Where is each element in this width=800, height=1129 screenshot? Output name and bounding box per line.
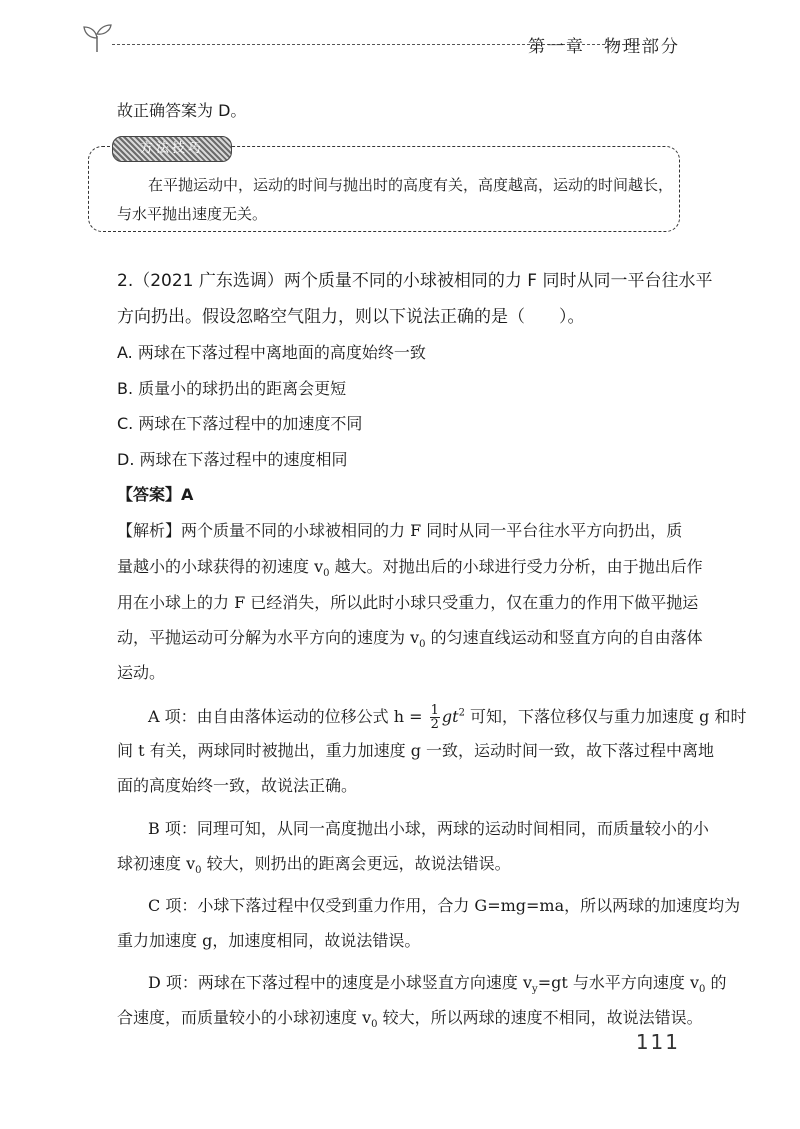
- subscript: 0: [699, 984, 706, 996]
- question-line-1: 2.（2021 广东选调）两个质量不同的小球被相同的力 F 同时从同一平台往水平: [117, 271, 713, 291]
- subscript: 0: [419, 639, 426, 651]
- fraction-one-half: [430, 704, 440, 731]
- page-number: 111: [635, 1030, 680, 1054]
- tip-text-line-1: 在平抛运动中，运动的时间与抛出时的高度有关，高度越高，运动的时间越长，: [148, 176, 674, 194]
- subscript: 0: [323, 568, 330, 580]
- analysis-line-4: [117, 627, 703, 649]
- fraction-denominator: 2: [430, 717, 439, 732]
- item-d-text: 的: [705, 973, 727, 992]
- item-d-text: 较大，所以两球的速度不相同，故说法错误。: [377, 1008, 703, 1027]
- analysis-text: 的匀速直线运动和竖直方向的自由落体: [425, 628, 703, 647]
- item-d-line-2: [117, 1007, 703, 1029]
- item-a-text: 可知，下落位移仅与重力加速度 g 和时: [464, 707, 747, 726]
- question-line-2: 方向扔出。假设忽略空气阻力，则以下说法正确的是（ ）。: [117, 307, 585, 327]
- option-b: B. 质量小的球扔出的距离会更短: [117, 379, 347, 398]
- tip-badge: 方法技巧: [112, 136, 232, 162]
- item-d-line-1: [148, 972, 726, 994]
- analysis-text: 量越小的小球获得的初速度 v: [117, 557, 324, 576]
- item-a-line-3: 面的高度始终一致，故说法正确。: [117, 776, 358, 795]
- fraction-numerator: 1: [430, 703, 439, 718]
- analysis-line-2: [117, 556, 703, 578]
- sprout-icon: [80, 20, 114, 54]
- item-a-line-1: [148, 704, 746, 731]
- subscript: 0: [371, 1019, 378, 1031]
- item-d-text: 合速度，而质量较小的小球初速度 v: [117, 1008, 372, 1027]
- chapter-header: 第一章 物理部分: [528, 37, 680, 57]
- analysis-text: 越大。对抛出后的小球进行受力分析，由于抛出后作: [329, 557, 703, 576]
- previous-conclusion: 故正确答案为 D。: [117, 101, 247, 120]
- item-b-text: 球初速度 v: [117, 854, 196, 873]
- option-d: D. 两球在下落过程中的速度相同: [117, 450, 348, 469]
- item-b-line-2: [117, 853, 511, 875]
- tip-text-line-2: 与水平抛出速度无关。: [117, 205, 268, 223]
- analysis-line-1: 【解析】两个质量不同的小球被相同的力 F 同时从同一平台往水平方向扔出，质: [117, 521, 683, 540]
- item-b-text: 较大，则扔出的距离会更远，故说法错误。: [201, 854, 511, 873]
- item-a-line-2: 间 t 有关，两球同时被抛出，重力加速度 g 一致，运动时间一致，故下落过程中离地: [117, 741, 715, 760]
- answer-label: 【答案】A: [117, 485, 194, 504]
- subscript: 0: [195, 865, 202, 877]
- option-a: A. 两球在下落过程中离地面的高度始终一致: [117, 343, 426, 362]
- formula-gt: gt: [441, 707, 459, 726]
- option-c: C. 两球在下落过程中的加速度不同: [117, 414, 363, 433]
- item-d-text: D 项：两球在下落过程中的速度是小球竖直方向速度 v: [148, 973, 533, 992]
- item-a-text: A 项：由自由落体运动的位移公式 h =: [148, 707, 428, 726]
- analysis-line-5: 运动。: [117, 663, 166, 682]
- subscript: y: [532, 984, 538, 996]
- item-b-line-1: B 项：同理可知，从同一高度抛出小球，两球的运动时间相同，而质量较小的小: [148, 819, 709, 838]
- analysis-text: 动，平抛运动可分解为水平方向的速度为 v: [117, 628, 420, 647]
- superscript: 2: [458, 707, 465, 719]
- item-c-line-1: C 项：小球下落过程中仅受到重力作用，合力 G=mg=ma，所以两球的加速度均为: [148, 896, 741, 915]
- item-c-line-2: 重力加速度 g，加速度相同，故说法错误。: [117, 931, 421, 950]
- item-d-text: =gt 与水平方向速度 v: [537, 973, 699, 992]
- analysis-line-3: 用在小球上的力 F 已经消失，所以此时小球只受重力，仅在重力的作用下做平抛运: [117, 593, 699, 612]
